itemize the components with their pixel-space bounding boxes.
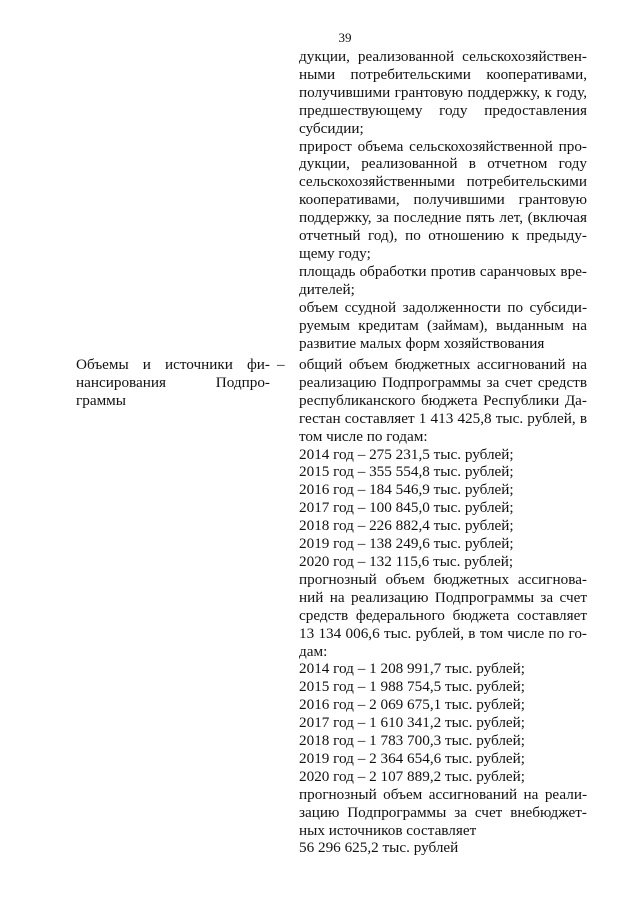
label-line: Объемы и источники фи-	[76, 356, 270, 373]
text-line: 13 134 006,6 тыс. рублей, в том числе по го-	[299, 624, 587, 642]
text-line: предшествующему году предоставления	[299, 101, 587, 119]
text-line: дукции, реализованной в отчетном году	[299, 155, 587, 173]
list-item: 2019 год – 2 364 654,6 тыс. рублей;	[299, 749, 526, 767]
list-item: 2014 год – 1 208 991,7 тыс. рублей;	[299, 660, 526, 678]
list-item: 2020 год – 2 107 889,2 тыс. рублей;	[299, 767, 526, 785]
text-line: субсидии;	[299, 119, 364, 137]
text-line: зацию Подпрограммы за счет внебюджет-	[299, 803, 587, 821]
list-item: 2014 год – 275 231,5 тыс. рублей;	[299, 445, 514, 463]
text-line: общий объем бюджетных ассигнований на	[299, 356, 587, 373]
label-line: нансирования Подпро-	[76, 373, 270, 391]
indicators-text-block	[299, 48, 587, 352]
text-line: прогнозный объем ассигнований на реали-	[299, 785, 587, 803]
text-line: ными потребительскими кооперативами,	[299, 65, 587, 83]
label-line: граммы	[76, 391, 126, 409]
row-dash: –	[277, 356, 285, 373]
list-item: 2015 год – 355 554,8 тыс. рублей;	[299, 463, 514, 481]
text-line: реализацию Подпрограммы за счет средств	[299, 373, 587, 391]
list-item: 2017 год – 1 610 341,2 тыс. рублей;	[299, 714, 526, 732]
text-line: отчетный год), по отношению к предыду-	[299, 227, 587, 245]
funding-row-label	[76, 356, 270, 410]
federal-years-list	[299, 660, 587, 785]
text-line: дителей;	[299, 280, 355, 298]
extrabudget-total: 56 296 625,2 тыс. рублей	[299, 839, 459, 857]
list-item: 2020 год – 132 115,6 тыс. рублей;	[299, 552, 514, 570]
text-line: кооперативами, получившими грантовую	[299, 191, 587, 209]
text-line: площадь обработки против саранчовых вре-	[299, 262, 587, 280]
text-line: том числе по годам:	[299, 427, 428, 445]
list-item: 2018 год – 1 783 700,3 тыс. рублей;	[299, 732, 526, 750]
text-line: щему году;	[299, 244, 371, 262]
text-line: прогнозный объем бюджетных ассигнова-	[299, 570, 587, 588]
text-line: получившими грантовую поддержку, к году,	[299, 83, 587, 101]
text-line: ний на реализацию Подпрограммы за счет	[299, 588, 587, 606]
text-line: руемым кредитам (займам), выданным на	[299, 316, 587, 334]
text-line: прирост объема сельскохозяйственной про-	[299, 137, 587, 155]
text-line: развитие малых форм хозяйствования	[299, 334, 545, 352]
text-line: сельскохозяйственными потребительскими	[299, 173, 587, 191]
text-line: средств федерального бюджета составляет	[299, 606, 587, 624]
list-item: 2016 год – 184 546,9 тыс. рублей;	[299, 481, 514, 499]
funding-text-block	[299, 356, 587, 857]
text-line: дукции, реализованной сельскохозяйствен-	[299, 48, 587, 65]
text-line: ных источников составляет	[299, 821, 477, 839]
list-item: 2016 год – 2 069 675,1 тыс. рублей;	[299, 696, 526, 714]
republican-years-list	[299, 446, 587, 571]
list-item: 2017 год – 100 845,0 тыс. рублей;	[299, 499, 514, 517]
page-number: 39	[338, 30, 352, 45]
text-line: дам:	[299, 642, 328, 660]
list-item: 2015 год – 1 988 754,5 тыс. рублей;	[299, 678, 526, 696]
list-item: 2019 год – 138 249,6 тыс. рублей;	[299, 535, 514, 553]
list-item: 2018 год – 226 882,4 тыс. рублей;	[299, 517, 514, 535]
text-line: гестан составляет 1 413 425,8 тыс. рублей, в	[299, 409, 587, 427]
text-line: поддержку, за последние пять лет, (включая	[299, 209, 587, 227]
text-line: республиканского бюджета Республики Да-	[299, 391, 587, 409]
text-line: объем ссудной задолженности по субсиди-	[299, 298, 587, 316]
